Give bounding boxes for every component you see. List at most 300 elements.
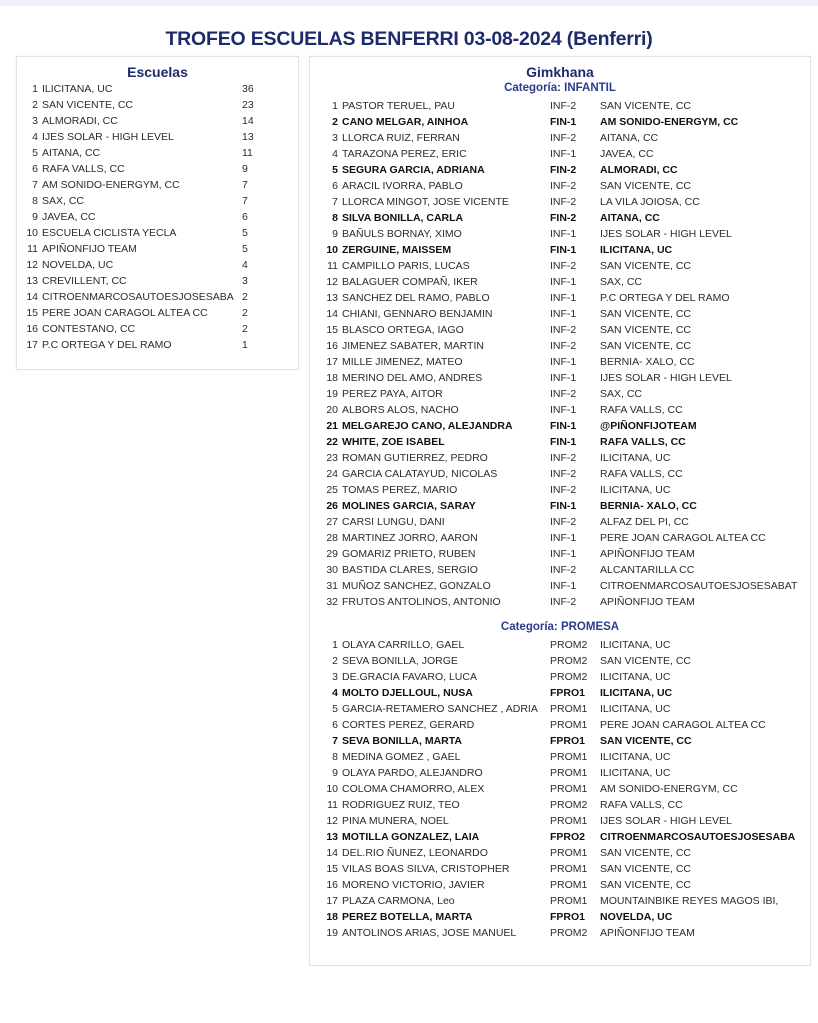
rider-category: FIN-2: [550, 212, 577, 224]
rider-name: OLAYA PARDO, ALEJANDRO: [342, 767, 483, 779]
rider-category: INF-1: [550, 292, 577, 304]
rider-category: INF-1: [550, 276, 577, 288]
rider-club: CITROENMARCOSAUTOESJOSESABA: [600, 831, 796, 843]
rider-name: SILVA BONILLA, CARLA: [342, 212, 464, 224]
rider-name: VILAS BOAS SILVA, CRISTOPHER: [342, 863, 510, 875]
rider-club: P.C ORTEGA Y DEL RAMO: [600, 292, 730, 304]
rider-category: PROM2: [550, 799, 588, 811]
escuela-points: 13: [242, 131, 254, 143]
rider-club: PERE JOAN CARAGOL ALTEA CC: [600, 532, 766, 544]
rider-category: PROM1: [550, 879, 588, 891]
rider-category: INF-2: [550, 564, 577, 576]
rider-position: 28: [326, 532, 338, 544]
rider-name: COLOMA CHAMORRO, ALEX: [342, 783, 485, 795]
rider-category: PROM1: [550, 751, 588, 763]
rider-row: [325, 162, 810, 178]
rider-position: 12: [326, 276, 338, 288]
rider-category: PROM2: [550, 639, 588, 651]
rider-club: SAN VICENTE, CC: [600, 324, 692, 336]
escuela-name: PERE JOAN CARAGOL ALTEA CC: [42, 307, 208, 319]
rider-club: AITANA, CC: [600, 132, 659, 144]
rider-position: 27: [326, 516, 338, 528]
rider-name: GOMARIZ PRIETO, RUBEN: [342, 548, 476, 560]
rider-row: [325, 845, 810, 861]
rider-name: FRUTOS ANTOLINOS, ANTONIO: [342, 596, 501, 608]
escuela-points: 5: [242, 227, 248, 239]
escuela-row: [26, 161, 298, 177]
rider-position: 8: [332, 751, 338, 763]
rider-club: CITROENMARCOSAUTOESJOSESABAT: [600, 580, 798, 592]
rider-row: [325, 98, 810, 114]
rider-name: ZERGUINE, MAISSEM: [342, 244, 452, 256]
rider-name: PASTOR TERUEL, PAU: [342, 100, 456, 112]
rider-row: [325, 813, 810, 829]
rider-club: AITANA, CC: [600, 212, 660, 224]
escuela-row: [26, 145, 298, 161]
rider-name: LLORCA MINGOT, JOSE VICENTE: [342, 196, 509, 208]
rider-name: MOLINES GARCIA, SARAY: [342, 500, 476, 512]
rider-position: 13: [326, 292, 338, 304]
rider-club: APIÑONFIJO TEAM: [600, 548, 695, 560]
rider-row: [325, 546, 810, 562]
rider-category: PROM1: [550, 703, 588, 715]
rider-row: [325, 322, 810, 338]
rider-club: RAFA VALLS, CC: [600, 799, 683, 811]
escuela-points: 23: [242, 99, 254, 111]
rider-name: LLORCA RUIZ, FERRAN: [342, 132, 460, 144]
rider-club: IJES SOLAR - HIGH LEVEL: [600, 815, 732, 827]
rider-category: PROM2: [550, 927, 588, 939]
rider-position: 19: [326, 388, 338, 400]
rider-category: PROM1: [550, 783, 588, 795]
rider-category: INF-2: [550, 324, 577, 336]
rider-club: ILICITANA, UC: [600, 751, 671, 763]
rider-club: ALCANTARILLA CC: [600, 564, 695, 576]
rider-position: 32: [326, 596, 338, 608]
rider-club: IJES SOLAR - HIGH LEVEL: [600, 372, 732, 384]
escuela-position: 7: [32, 179, 38, 191]
escuela-points: 6: [242, 211, 248, 223]
rider-name: CARSI LUNGU, DANI: [342, 516, 445, 528]
escuela-name: JAVEA, CC: [42, 211, 96, 223]
rider-category: INF-1: [550, 532, 577, 544]
rider-club: LA VILA JOIOSA, CC: [600, 196, 700, 208]
rider-position: 5: [332, 164, 338, 176]
escuela-row: [26, 129, 298, 145]
rider-row: [325, 893, 810, 909]
escuela-position: 14: [26, 291, 38, 303]
rider-position: 24: [326, 468, 338, 480]
rider-name: MELGAREJO CANO, ALEJANDRA: [342, 420, 513, 432]
rider-category: PROM1: [550, 815, 588, 827]
rider-category: FPRO1: [550, 735, 586, 747]
rider-club: ILICITANA, UC: [600, 484, 671, 496]
rider-position: 4: [332, 148, 338, 160]
rider-name: MOTILLA GONZALEZ, LAIA: [342, 831, 480, 843]
rider-name: BASTIDA CLARES, SERGIO: [342, 564, 478, 576]
rider-position: 19: [326, 927, 338, 939]
rider-row: [325, 274, 810, 290]
rider-position: 17: [326, 895, 338, 907]
rider-category: PROM2: [550, 671, 588, 683]
escuela-name: CREVILLENT, CC: [42, 275, 127, 287]
rider-club: RAFA VALLS, CC: [600, 404, 683, 416]
rider-club: ILICITANA, UC: [600, 244, 673, 256]
rider-name: SEVA BONILLA, MARTA: [342, 735, 462, 747]
rider-position: 13: [326, 831, 338, 843]
escuela-name: CONTESTANO, CC: [42, 323, 136, 335]
escuelas-panel: [16, 56, 299, 370]
rider-category: INF-1: [550, 580, 577, 592]
rider-row: [325, 354, 810, 370]
rider-name: DEL.RIO ÑUNEZ, LEONARDO: [342, 847, 488, 859]
rider-category: INF-1: [550, 372, 577, 384]
escuela-position: 9: [32, 211, 38, 223]
rider-category: INF-2: [550, 196, 577, 208]
escuela-points: 36: [242, 83, 254, 95]
rider-position: 30: [326, 564, 338, 576]
rider-row: [325, 765, 810, 781]
rider-club: IJES SOLAR - HIGH LEVEL: [600, 228, 732, 240]
rider-position: 23: [326, 452, 338, 464]
rider-row: [325, 130, 810, 146]
escuela-name: RAFA VALLS, CC: [42, 163, 125, 175]
escuela-name: SAN VICENTE, CC: [42, 99, 134, 111]
rider-club: ILICITANA, UC: [600, 687, 673, 699]
rider-position: 2: [332, 116, 338, 128]
rider-row: [325, 146, 810, 162]
rider-category: INF-1: [550, 404, 577, 416]
rider-name: RODRIGUEZ RUIZ, TEO: [342, 799, 460, 811]
page-title: TROFEO ESCUELAS BENFERRI 03-08-2024 (Benferri): [165, 28, 653, 50]
rider-row: [325, 781, 810, 797]
rider-category: FPRO2: [550, 831, 586, 843]
rider-row: [325, 498, 810, 514]
escuela-points: 11: [242, 147, 253, 159]
escuela-points: 2: [242, 323, 248, 335]
escuela-position: 3: [32, 115, 38, 127]
rider-position: 7: [332, 735, 338, 747]
rider-category: INF-1: [550, 548, 577, 560]
rider-row: [325, 530, 810, 546]
escuela-row: [26, 289, 298, 305]
rider-club: MOUNTAINBIKE REYES MAGOS IBI,: [600, 895, 779, 907]
escuela-points: 2: [242, 291, 248, 303]
rider-club: SAN VICENTE, CC: [600, 847, 692, 859]
rider-category: INF-2: [550, 132, 577, 144]
rider-row: [325, 514, 810, 530]
escuela-row: [26, 81, 298, 97]
rider-row: [325, 877, 810, 893]
escuela-position: 12: [26, 259, 38, 271]
rider-position: 8: [332, 212, 338, 224]
rider-category: FIN-1: [550, 500, 577, 512]
rider-club: NOVELDA, UC: [600, 911, 673, 923]
rider-club: SAX, CC: [600, 276, 643, 288]
escuela-row: [26, 337, 298, 353]
rider-row: [325, 594, 810, 610]
rider-name: PEREZ PAYA, AITOR: [342, 388, 443, 400]
rider-row: [325, 685, 810, 701]
rider-position: 1: [332, 639, 338, 651]
rider-name: GARCIA-RETAMERO SANCHEZ , ADRIA: [342, 703, 538, 715]
rider-club: ILICITANA, UC: [600, 767, 671, 779]
rider-category: PROM1: [550, 767, 588, 779]
rider-club: ALMORADI, CC: [600, 164, 678, 176]
rider-name: ALBORS ALOS, NACHO: [342, 404, 459, 416]
rider-club: @PIÑONFIJOTEAM: [600, 420, 697, 432]
rider-name: ROMAN GUTIERREZ, PEDRO: [342, 452, 488, 464]
rider-position: 16: [326, 879, 338, 891]
escuela-name: ALMORADI, CC: [42, 115, 118, 127]
rider-position: 7: [332, 196, 338, 208]
rider-position: 26: [326, 500, 338, 512]
rider-row: [325, 829, 810, 845]
rider-position: 15: [326, 324, 338, 336]
rider-category: INF-2: [550, 388, 577, 400]
rider-name: MUÑOZ SANCHEZ, GONZALO: [342, 580, 491, 592]
escuela-position: 5: [32, 147, 38, 159]
rider-club: SAN VICENTE, CC: [600, 308, 692, 320]
rider-position: 3: [332, 671, 338, 683]
rider-position: 1: [332, 100, 338, 112]
rider-name: BAÑULS BORNAY, XIMO: [342, 228, 462, 240]
rider-position: 4: [332, 687, 338, 699]
rider-name: MERINO DEL AMO, ANDRES: [342, 372, 483, 384]
escuela-points: 2: [242, 307, 248, 319]
escuela-points: 3: [242, 275, 248, 287]
escuela-name: P.C ORTEGA Y DEL RAMO: [42, 339, 172, 351]
rider-row: [325, 701, 810, 717]
escuela-row: [26, 321, 298, 337]
escuela-row: [26, 273, 298, 289]
rider-position: 16: [326, 340, 338, 352]
escuela-row: [26, 113, 298, 129]
rider-name: MILLE JIMENEZ, MATEO: [342, 356, 463, 368]
rider-category: INF-2: [550, 484, 577, 496]
rider-club: SAN VICENTE, CC: [600, 879, 692, 891]
rider-category: FPRO1: [550, 911, 586, 923]
rider-category: INF-2: [550, 100, 577, 112]
rider-row: [325, 578, 810, 594]
rider-category: INF-2: [550, 516, 577, 528]
rider-row: [325, 749, 810, 765]
rider-club: RAFA VALLS, CC: [600, 468, 683, 480]
rider-row: [325, 210, 810, 226]
rider-position: 14: [326, 847, 338, 859]
category-promesa-list: [310, 637, 810, 941]
rider-row: [325, 402, 810, 418]
rider-row: [325, 466, 810, 482]
rider-name: CANO MELGAR, AINHOA: [342, 116, 469, 128]
rider-category: INF-2: [550, 260, 577, 272]
escuela-name: SAX, CC: [42, 195, 85, 207]
rider-name: MORENO VICTORIO, JAVIER: [342, 879, 485, 891]
escuela-position: 4: [32, 131, 38, 143]
rider-row: [325, 434, 810, 450]
escuela-position: 13: [26, 275, 38, 287]
rider-category: INF-1: [550, 308, 577, 320]
rider-position: 9: [332, 228, 338, 240]
rider-category: INF-1: [550, 148, 577, 160]
rider-category: PROM1: [550, 863, 588, 875]
rider-club: BERNIA- XALO, CC: [600, 500, 697, 512]
rider-category: FPRO1: [550, 687, 586, 699]
escuela-name: ILICITANA, UC: [42, 83, 113, 95]
rider-club: ILICITANA, UC: [600, 671, 671, 683]
rider-category: PROM1: [550, 895, 588, 907]
escuela-row: [26, 241, 298, 257]
rider-name: TARAZONA PEREZ, ERIC: [342, 148, 467, 160]
rider-row: [325, 482, 810, 498]
rider-name: CORTES PEREZ, GERARD: [342, 719, 475, 731]
rider-club: PERE JOAN CARAGOL ALTEA CC: [600, 719, 766, 731]
rider-category: INF-2: [550, 340, 577, 352]
rider-club: SAN VICENTE, CC: [600, 735, 692, 747]
rider-category: FIN-2: [550, 164, 577, 176]
rider-club: ILICITANA, UC: [600, 639, 671, 651]
escuela-name: IJES SOLAR - HIGH LEVEL: [42, 131, 174, 143]
rider-row: [325, 637, 810, 653]
escuela-position: 1: [32, 83, 38, 95]
rider-club: SAN VICENTE, CC: [600, 863, 692, 875]
escuela-points: 5: [242, 243, 248, 255]
rider-category: INF-2: [550, 180, 577, 192]
escuela-position: 17: [26, 339, 38, 351]
rider-club: SAN VICENTE, CC: [600, 100, 692, 112]
rider-row: [325, 797, 810, 813]
rider-row: [325, 306, 810, 322]
rider-position: 6: [332, 180, 338, 192]
rider-name: PINA MUNERA, NOEL: [342, 815, 449, 827]
escuelas-title: Escuelas: [127, 64, 188, 80]
gimkhana-title: Gimkhana: [526, 64, 594, 80]
rider-club: JAVEA, CC: [600, 148, 654, 160]
escuela-position: 15: [26, 307, 38, 319]
rider-name: JIMENEZ SABATER, MARTIN: [342, 340, 484, 352]
rider-position: 6: [332, 719, 338, 731]
rider-row: [325, 653, 810, 669]
rider-row: [325, 226, 810, 242]
rider-position: 17: [326, 356, 338, 368]
rider-club: SAN VICENTE, CC: [600, 655, 692, 667]
rider-position: 21: [326, 420, 338, 432]
rider-row: [325, 370, 810, 386]
rider-name: DE.GRACIA FAVARO, LUCA: [342, 671, 477, 683]
rider-club: SAX, CC: [600, 388, 643, 400]
rider-name: BLASCO ORTEGA, IAGO: [342, 324, 464, 336]
rider-position: 12: [326, 815, 338, 827]
rider-club: RAFA VALLS, CC: [600, 436, 686, 448]
rider-name: TOMAS PEREZ, MARIO: [342, 484, 458, 496]
gimkhana-panel: [309, 56, 811, 966]
rider-row: [325, 450, 810, 466]
rider-row: [325, 242, 810, 258]
rider-position: 11: [327, 260, 338, 272]
rider-position: 15: [326, 863, 338, 875]
rider-name: MOLTO DJELLOUL, NUSA: [342, 687, 473, 699]
rider-row: [325, 114, 810, 130]
category-promesa-title: Categoría: PROMESA: [500, 621, 620, 633]
rider-name: WHITE, ZOE ISABEL: [342, 436, 445, 448]
rider-club: SAN VICENTE, CC: [600, 180, 692, 192]
top-band: [0, 0, 818, 6]
rider-category: INF-2: [550, 468, 577, 480]
escuela-position: 6: [32, 163, 38, 175]
rider-name: SEGURA GARCIA, ADRIANA: [342, 164, 485, 176]
rider-club: APIÑONFIJO TEAM: [600, 596, 695, 608]
escuela-name: AITANA, CC: [42, 147, 101, 159]
rider-club: AM SONIDO-ENERGYM, CC: [600, 783, 738, 795]
rider-position: 18: [326, 372, 338, 384]
escuela-points: 9: [242, 163, 248, 175]
rider-name: PLAZA CARMONA, Leo: [342, 895, 455, 907]
escuela-name: CITROENMARCOSAUTOESJOSESABA: [42, 291, 234, 303]
rider-row: [325, 669, 810, 685]
rider-club: APIÑONFIJO TEAM: [600, 927, 695, 939]
rider-category: INF-1: [550, 228, 577, 240]
escuela-row: [26, 257, 298, 273]
rider-category: FIN-1: [550, 420, 577, 432]
escuelas-list: [17, 81, 298, 353]
category-infantil-list: [310, 98, 810, 610]
rider-position: 3: [332, 132, 338, 144]
rider-position: 9: [332, 767, 338, 779]
rider-position: 31: [326, 580, 338, 592]
rider-position: 10: [326, 244, 338, 256]
escuela-row: [26, 97, 298, 113]
rider-club: AM SONIDO-ENERGYM, CC: [600, 116, 739, 128]
rider-row: [325, 386, 810, 402]
rider-category: PROM2: [550, 655, 588, 667]
rider-row: [325, 717, 810, 733]
rider-position: 18: [326, 911, 338, 923]
rider-position: 25: [326, 484, 338, 496]
rider-club: ILICITANA, UC: [600, 452, 671, 464]
escuela-row: [26, 193, 298, 209]
rider-name: MEDINA GOMEZ , GAEL: [342, 751, 461, 763]
escuela-points: 7: [242, 195, 248, 207]
escuela-row: [26, 225, 298, 241]
category-infantil-title: Categoría: INFANTIL: [504, 82, 616, 94]
rider-club: ALFAZ DEL PI, CC: [600, 516, 689, 528]
escuela-row: [26, 177, 298, 193]
rider-name: OLAYA CARRILLO, GAEL: [342, 639, 465, 651]
rider-name: ARACIL IVORRA, PABLO: [342, 180, 463, 192]
rider-category: FIN-1: [550, 116, 577, 128]
rider-name: GARCIA CALATAYUD, NICOLAS: [342, 468, 498, 480]
escuela-position: 10: [26, 227, 38, 239]
escuela-points: 7: [242, 179, 248, 191]
rider-name: MARTINEZ JORRO, AARON: [342, 532, 478, 544]
escuela-points: 14: [242, 115, 254, 127]
rider-row: [325, 861, 810, 877]
escuela-position: 16: [26, 323, 38, 335]
rider-name: BALAGUER COMPAÑ, IKER: [342, 276, 478, 288]
rider-row: [325, 562, 810, 578]
rider-position: 2: [332, 655, 338, 667]
rider-position: 20: [326, 404, 338, 416]
rider-name: PEREZ BOTELLA, MARTA: [342, 911, 473, 923]
escuela-position: 8: [32, 195, 38, 207]
rider-row: [325, 178, 810, 194]
escuela-row: [26, 209, 298, 225]
rider-category: INF-1: [550, 356, 577, 368]
rider-row: [325, 733, 810, 749]
rider-category: FIN-1: [550, 244, 577, 256]
rider-position: 10: [326, 783, 338, 795]
rider-name: SEVA BONILLA, JORGE: [342, 655, 458, 667]
